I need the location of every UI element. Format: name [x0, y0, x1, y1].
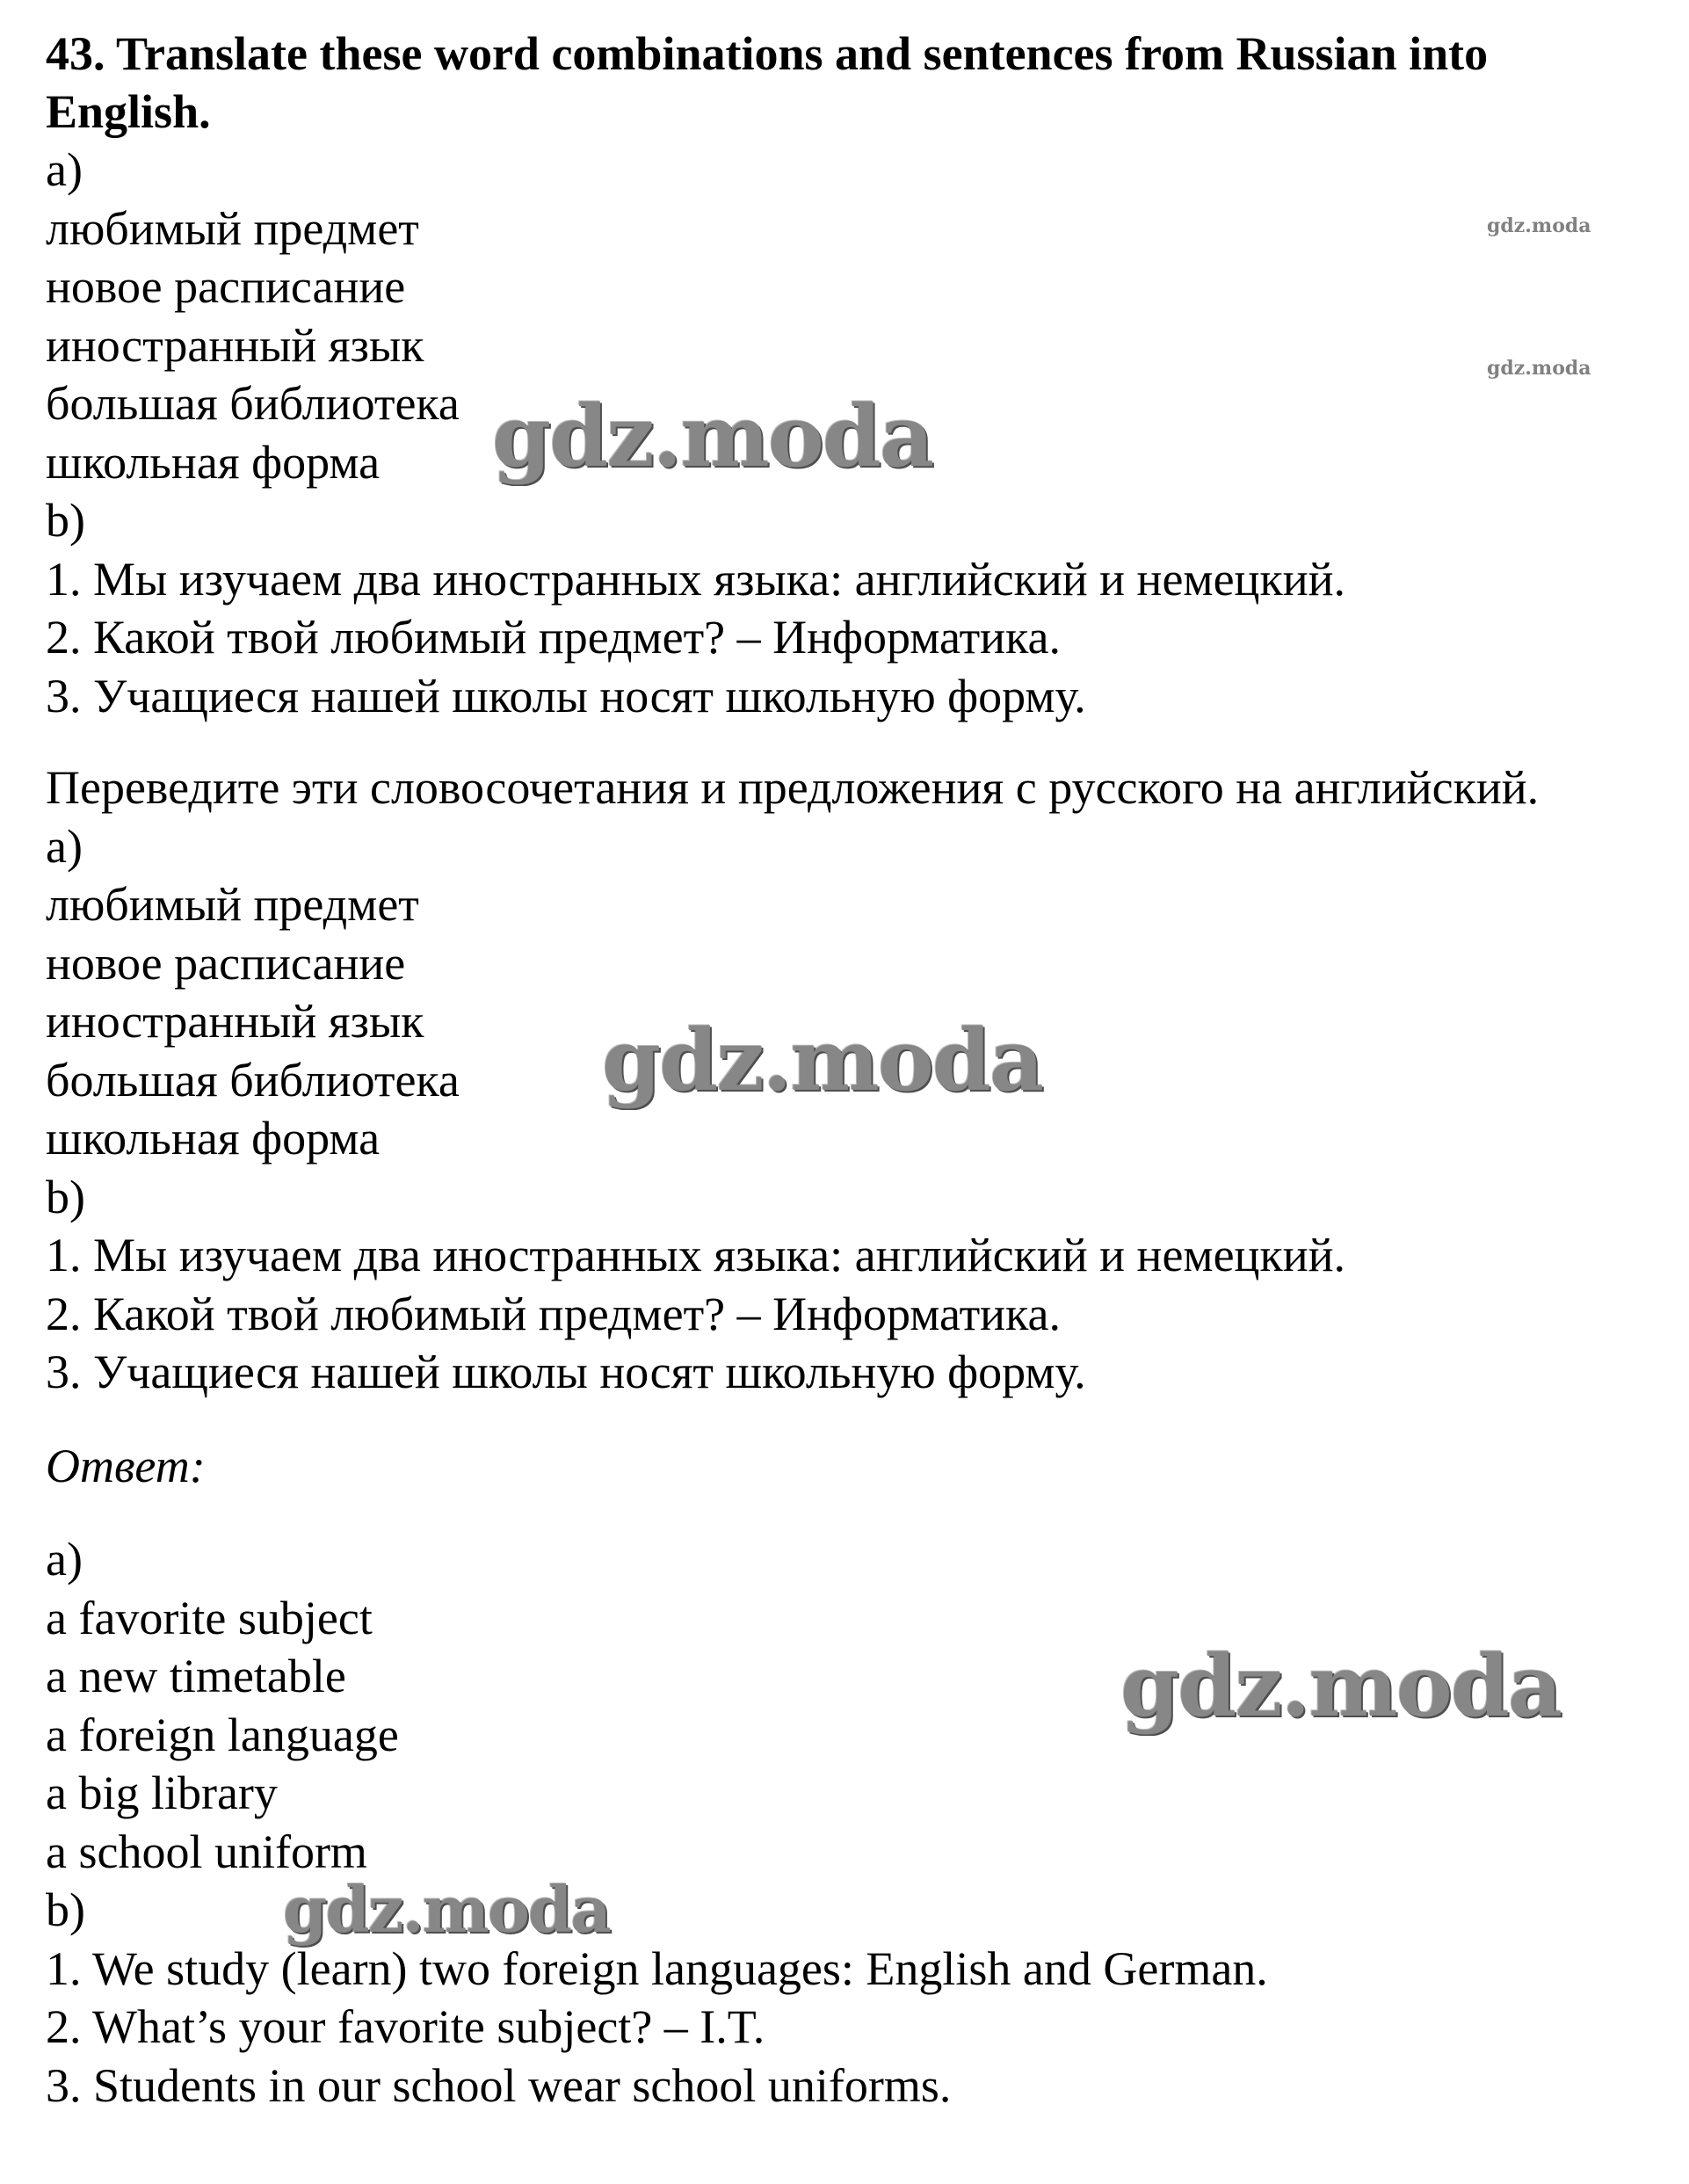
part-a-label: a): [46, 819, 83, 873]
watermark-large: gdz.moda: [1120, 1636, 1562, 1736]
part-b-label: b): [46, 1170, 85, 1223]
list-item: иностранный язык: [46, 995, 424, 1048]
part-b-label: b): [46, 1883, 85, 1936]
answer-item: a foreign language: [46, 1708, 399, 1761]
answer-section: [46, 1437, 1663, 2115]
part-a-label: a): [46, 1533, 83, 1585]
sentence-item: 1. Мы изучаем два иностранных языка: английский и немецкий.: [46, 552, 1345, 606]
answer-item: a new timetable: [46, 1650, 346, 1702]
list-item: любимый предмет: [46, 201, 419, 255]
exercise-heading: 43. Translate these word combinations and sentences from Russian into English.: [46, 27, 1489, 138]
list-item: новое расписание: [46, 936, 406, 990]
watermark-small: gdz.moda: [1487, 357, 1591, 380]
list-item: большая библиотека: [46, 377, 460, 430]
watermark-medium: gdz.moda: [283, 1872, 610, 1947]
answer-item: a big library: [46, 1767, 278, 1819]
sentence-item: 2. Какой твой любимый предмет? – Информатика.: [46, 1287, 1061, 1340]
sentence-item: 2. Какой твой любимый предмет? – Информатика.: [46, 611, 1061, 664]
sentence-item: 3. Учащиеся нашей школы носят школьную форму.: [46, 1346, 1086, 1398]
answer-sentence: 2. What’s your favorite subject? – I.T.: [46, 2000, 765, 2053]
answer-label: Ответ:: [46, 1439, 206, 1492]
watermark-large: gdz.moda: [492, 387, 933, 486]
watermark-large: gdz.moda: [602, 1011, 1043, 1110]
sentence-item: 3. Учащиеся нашей школы носят школьную форму.: [46, 669, 1086, 722]
instruction-text: Переведите эти словосочетания и предложения с русского на английский.: [46, 761, 1540, 814]
answer-item: a school uniform: [46, 1825, 367, 1878]
answer-item: a favorite subject: [46, 1591, 373, 1644]
watermark-small: gdz.moda: [1487, 214, 1591, 237]
answer-sentence: 3. Students in our school wear school uniforms.: [46, 2058, 952, 2112]
list-item: большая библиотека: [46, 1053, 460, 1107]
answer-sentence: 1. We study (learn) two foreign languages: English and German.: [46, 1941, 1268, 1995]
sentence-item: 1. Мы изучаем два иностранных языка: английский и немецкий.: [46, 1229, 1345, 1281]
list-item: школьная форма: [46, 435, 381, 489]
list-item: иностранный язык: [46, 318, 424, 372]
part-a-label: a): [46, 143, 83, 196]
list-item: школьная форма: [46, 1112, 381, 1165]
list-item: любимый предмет: [46, 878, 419, 931]
list-item: новое расписание: [46, 260, 406, 313]
part-b-label: b): [46, 494, 85, 547]
